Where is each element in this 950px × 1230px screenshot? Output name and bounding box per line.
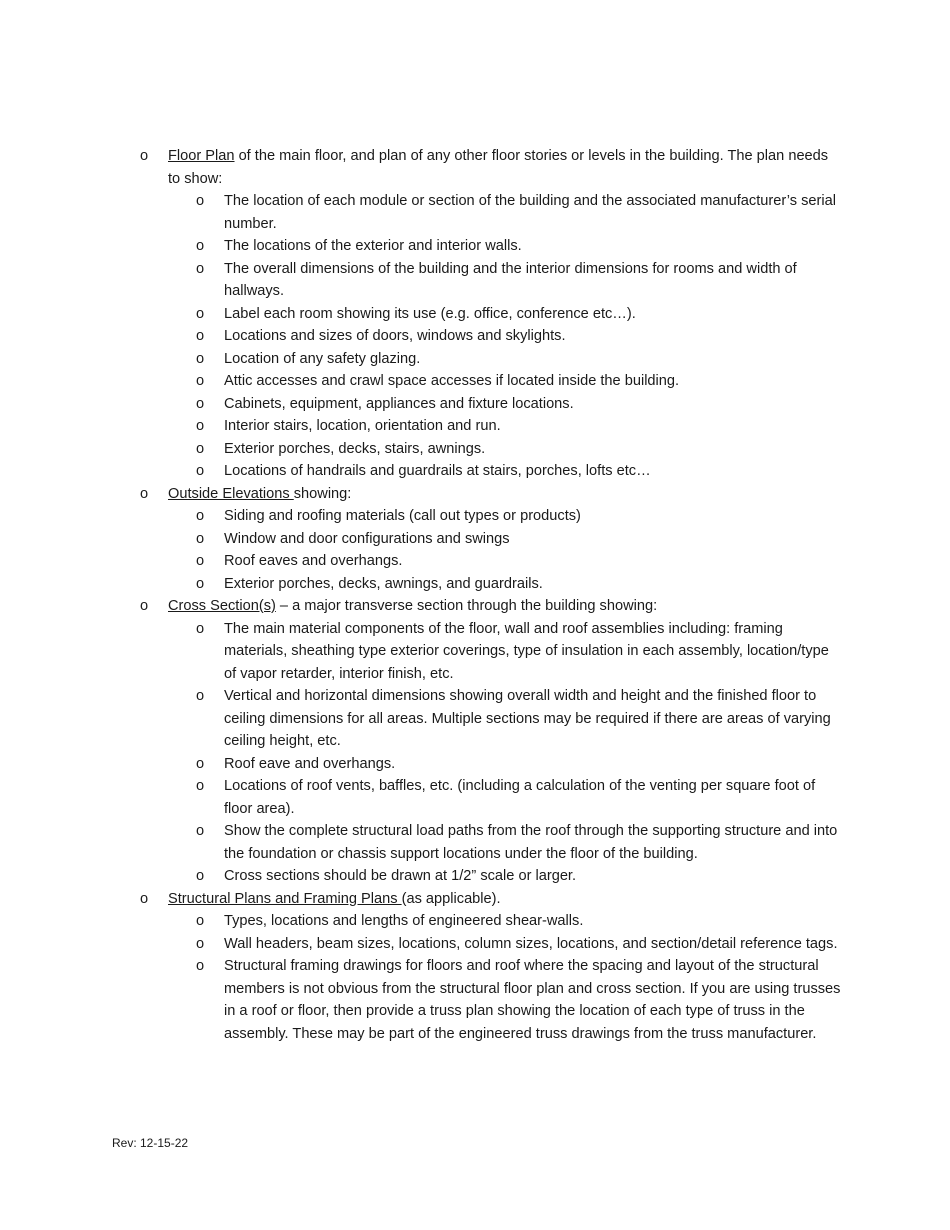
bullet-marker: o — [196, 553, 205, 569]
section-title: Structural Plans and Framing Plans — [168, 890, 402, 907]
bullet-marker: o — [196, 755, 205, 772]
section-floor-plan — [0, 145, 950, 483]
list-item: o Locations and sizes of doors, windows and skylights. — [224, 325, 842, 348]
list-item: o Window and door configurations and swings — [224, 528, 842, 551]
section-description: of the main floor, and plan of any other floor stories or levels in the building. The plan needs to show: — [168, 148, 829, 187]
sub-list — [168, 910, 842, 1045]
bullet-marker: o — [196, 305, 205, 322]
sub-list — [168, 190, 842, 483]
bullet-marker: o — [196, 260, 205, 277]
list-item: o Show the complete structural load paths from the roof through the supporting structure and into the foundation or chassis support locations under the floor of the building. — [224, 820, 842, 865]
bullet-marker: o — [140, 598, 149, 614]
list-item: o Cross sections should be drawn at 1/2” scale or larger. — [224, 865, 842, 888]
revision-footer: Rev: 12-15-22 — [112, 1136, 189, 1150]
bullet-marker: o — [196, 350, 205, 367]
bullet-marker: o — [196, 868, 205, 884]
bullet-marker: o — [196, 913, 205, 929]
sub-list — [168, 618, 842, 888]
list-item: o Structural framing drawings for floors and roof where the spacing and layout of the structural members is not obvious from the structural floor plan and cross section. If you are using trusses in a roof or floor, then provide a truss plan showing the location of each type of truss in the assembly. These may be part of the engineered truss drawings from the truss manufacturer. — [224, 955, 842, 1045]
list-item: o Location of any safety glazing. — [224, 348, 842, 371]
bullet-marker: o — [196, 373, 205, 389]
list-item: o The locations of the exterior and interior walls. — [224, 235, 842, 258]
bullet-marker: o — [196, 418, 205, 434]
bullet-marker: o — [196, 688, 205, 704]
section-description: (as applicable). — [401, 890, 501, 907]
bullet-marker: o — [196, 935, 205, 952]
section-description: – a major transverse section through the building showing: — [275, 598, 658, 614]
list-item: o Siding and roofing materials (call out types or products) — [224, 505, 842, 528]
list-item: o Cabinets, equipment, appliances and fixture locations. — [224, 393, 842, 416]
list-item: o Label each room showing its use (e.g. office, conference etc…). — [224, 303, 842, 326]
section-outside-elevations — [0, 483, 950, 596]
list-item: o Roof eave and overhangs. — [224, 753, 842, 776]
bullet-marker: o — [196, 778, 205, 794]
bullet-marker: o — [196, 440, 205, 457]
list-item: o Interior stairs, location, orientation and run. — [224, 415, 842, 438]
list-item: o The location of each module or section of the building and the associated manufacturer’s serial number. — [224, 190, 842, 235]
sub-list — [168, 505, 842, 595]
bullet-marker: o — [196, 620, 205, 637]
bullet-marker: o — [196, 575, 205, 592]
section-cross-sections — [0, 595, 950, 888]
bullet-marker: o — [196, 530, 205, 547]
bullet-marker: o — [196, 463, 205, 479]
list-item: o Wall headers, beam sizes, locations, column sizes, locations, and section/detail reference tags. — [224, 933, 842, 956]
bullet-marker: o — [196, 328, 205, 344]
bullet-marker: o — [196, 238, 205, 254]
list-item: o Locations of roof vents, baffles, etc. (including a calculation of the venting per square foot of floor area). — [224, 775, 842, 820]
list-item: o The overall dimensions of the building and the interior dimensions for rooms and width of hallways. — [224, 258, 842, 303]
bullet-marker: o — [140, 890, 149, 907]
list-item: o Exterior porches, decks, awnings, and guardrails. — [224, 573, 842, 596]
list-item: o Roof eaves and overhangs. — [224, 550, 842, 573]
section-structural-plans — [0, 888, 950, 1046]
section-description: showing: — [293, 485, 352, 502]
list-item: o Exterior porches, decks, stairs, awnings. — [224, 438, 842, 461]
list-item: o Locations of handrails and guardrails at stairs, porches, lofts etc… — [224, 460, 842, 483]
bullet-marker: o — [140, 148, 149, 164]
bullet-marker: o — [196, 823, 205, 839]
list-item: o Types, locations and lengths of engineered shear-walls. — [224, 910, 842, 933]
bullet-marker: o — [196, 508, 205, 524]
list-item: o The main material components of the floor, wall and roof assemblies including: framing materials, sheathing type exterior coverings, type of insulation in each assembly, location/type of vapor retarder, interior finish, etc. — [224, 618, 842, 686]
bullet-marker: o — [196, 958, 205, 974]
bullet-marker: o — [140, 485, 149, 502]
section-title: Outside Elevations — [168, 485, 294, 502]
bullet-marker: o — [196, 395, 205, 412]
list-item: o Vertical and horizontal dimensions showing overall width and height and the finished floor to ceiling dimensions for all areas. Multiple sections may be required if there are areas of varying ceiling height, etc. — [224, 685, 842, 753]
section-title: Floor Plan — [168, 148, 235, 164]
list-item: o Attic accesses and crawl space accesses if located inside the building. — [224, 370, 842, 393]
bullet-marker: o — [196, 193, 205, 209]
section-title: Cross Section(s) — [168, 598, 276, 614]
requirements-list — [0, 145, 950, 1045]
